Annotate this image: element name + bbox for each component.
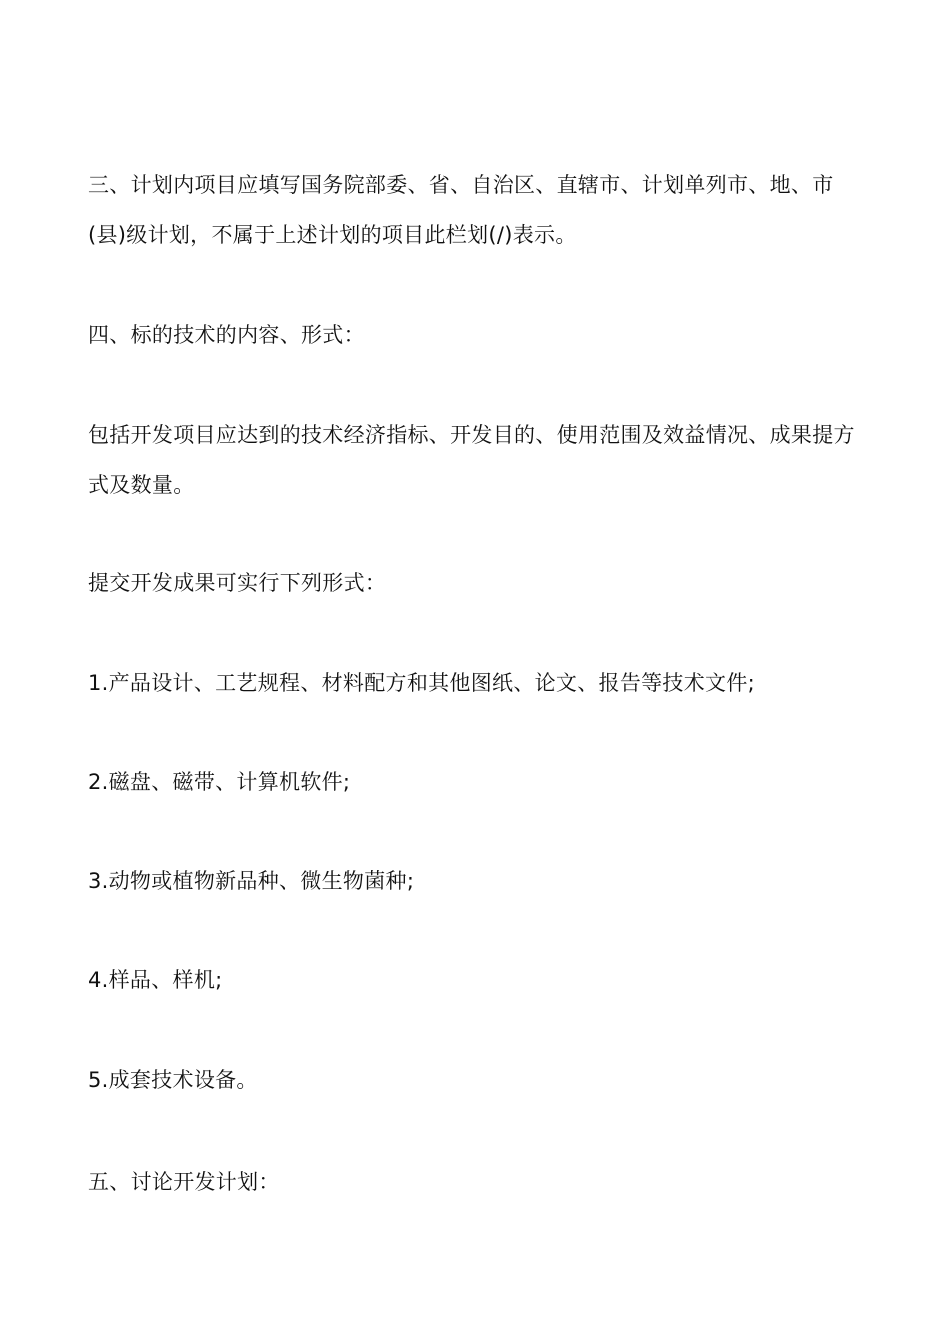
list-item-2: 2.磁盘、磁带、计算机软件; xyxy=(88,770,351,794)
list-item-1: 1.产品设计、工艺规程、材料配方和其他图纸、论文、报告等技术文件; xyxy=(88,671,756,695)
heading-section-five: 五、讨论开发计划： xyxy=(88,1170,280,1194)
list-item-5: 5.成套技术设备。 xyxy=(88,1068,258,1092)
paragraph-submit-forms: 提交开发成果可实行下列形式： xyxy=(88,571,387,595)
list-item-3: 3.动物或植物新品种、微生物菌种; xyxy=(88,869,415,893)
paragraph-tech-content: 包括开发项目应达到的技术经济指标、开发目的、使用范围及效益情况、成果提方式及数量。 xyxy=(88,423,855,497)
list-item-4: 4.样品、样机; xyxy=(88,968,223,992)
heading-section-four: 四、标的技术的内容、形式： xyxy=(88,323,365,347)
paragraph-plan-items: 三、计划内项目应填写国务院部委、省、自治区、直辖市、计划单列市、地、市(县)级计划，不属于上述计划的项目此栏划(/)表示。 xyxy=(88,173,834,247)
